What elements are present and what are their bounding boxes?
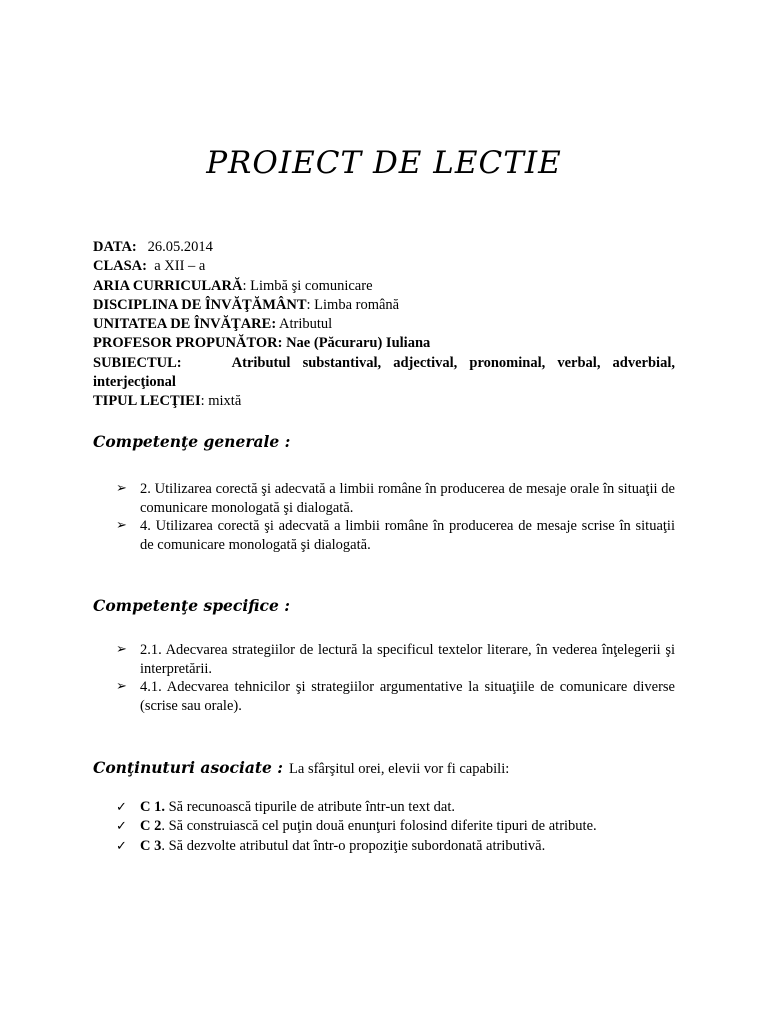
info-aria-label: ARIA CURRICULARĂ: [93, 277, 243, 294]
list-item: [116, 517, 675, 554]
info-unitatea-value: Atributul: [278, 316, 333, 333]
check-icon: ✓: [116, 838, 127, 854]
continuturi-intro: La sfârşitul orei, elevii vor fi capabili:: [289, 761, 510, 777]
info-data: [93, 238, 675, 257]
info-disciplina: [93, 296, 675, 315]
list-item: [116, 480, 675, 517]
info-profesor-label: PROFESOR PROPUNĂTOR:: [93, 335, 283, 352]
info-tipul-label: TIPUL LECŢIEI: [93, 393, 201, 410]
info-clasa-label: CLASA:: [93, 258, 147, 275]
list-item: [116, 837, 675, 856]
info-disciplina-label: DISCIPLINA DE ÎNVĂŢĂMÂNT: [93, 296, 307, 313]
info-disciplina-value: : Limba română: [306, 296, 400, 313]
competente-generale-list: [116, 480, 675, 554]
objective-text: Să recunoască tipurile de atribute într-un text dat.: [168, 799, 455, 815]
info-unitatea: [93, 315, 675, 334]
list-item-text: 2. Utilizarea corectă şi adecvată a limbii române în producerea de mesaje orale în situaţii de comunicare monologată şi dialogată.: [140, 481, 675, 516]
continuturi-heading-text: Conţinuturi asociate :: [93, 758, 284, 777]
info-subiectul-value: Atributul substantival, adjectival, pronominal, verbal, adverbial, interjecţional: [93, 354, 675, 391]
arrow-bullet-icon: ➢: [116, 481, 127, 496]
list-item-text: 4. Utilizarea corectă şi adecvată a limbii române în producerea de mesaje scrise în situaţii de comunicare monologată şi dialogată.: [140, 518, 675, 553]
continuturi-list: [116, 798, 675, 856]
info-profesor: [93, 334, 675, 353]
objective-text: . Să dezvolte atributul dat într-o propoziţie subordonată atributivă.: [161, 837, 546, 854]
info-data-label: DATA:: [93, 239, 137, 255]
arrow-bullet-icon: ➢: [116, 679, 127, 694]
list-item: [116, 798, 675, 817]
check-icon: ✓: [116, 800, 127, 815]
info-subiectul-label: SUBIECTUL:: [93, 354, 182, 371]
competente-specifice-list: [116, 641, 675, 715]
lesson-info: [93, 238, 675, 412]
arrow-bullet-icon: ➢: [116, 642, 127, 657]
list-item-text: 2.1. Adecvarea strategiilor de lectură la specificul textelor literare, în vederea înţelegerii şi interpretării.: [140, 642, 675, 677]
competente-generale-heading: Competenţe generale :: [93, 432, 291, 451]
info-aria-value: : Limbă şi comunicare: [242, 277, 373, 294]
info-subiectul: [93, 354, 675, 393]
competente-specifice-heading: Competenţe specifice :: [93, 596, 290, 615]
list-item: [116, 817, 675, 836]
info-aria: [93, 277, 675, 296]
list-item-text: 4.1. Adecvarea tehnicilor şi strategiilor argumentative la situaţiile de comunicare diverse (scrise sau orale).: [140, 679, 675, 714]
document-title: PROIECT DE LECTIE: [206, 145, 562, 181]
info-clasa: [93, 257, 675, 276]
objective-code: C 2: [140, 818, 162, 835]
continuturi-heading: [93, 758, 509, 778]
list-item: [116, 678, 675, 715]
info-clasa-value: a XII – a: [154, 258, 206, 275]
info-unitatea-label: UNITATEA DE ÎNVĂŢARE:: [93, 316, 277, 333]
list-item: [116, 641, 675, 678]
objective-code: C 3: [140, 837, 162, 854]
objective-text: . Să construiască cel puţin două enunţuri folosind diferite tipuri de atribute.: [161, 818, 597, 835]
arrow-bullet-icon: ➢: [116, 518, 127, 533]
info-tipul: [93, 392, 675, 411]
info-tipul-value: : mixtă: [200, 393, 242, 410]
check-icon: ✓: [116, 819, 127, 835]
objective-code: C 1.: [140, 799, 165, 815]
info-profesor-value: Nae (Păcuraru) Iuliana: [286, 335, 431, 352]
info-data-value: 26.05.2014: [147, 239, 213, 255]
